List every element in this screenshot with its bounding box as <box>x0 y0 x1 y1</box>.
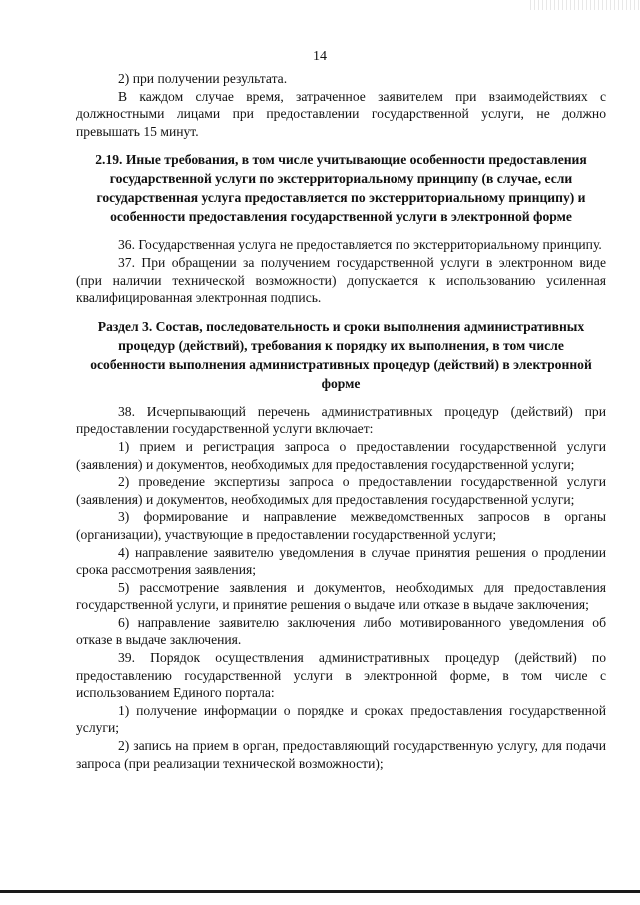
scan-artifact <box>530 0 640 10</box>
list-item: 3) формирование и направление межведомственных запросов в органы (организации), участвующие в предоставлении государственной услуги; <box>76 509 606 542</box>
list-item: 1) получение информации о порядке и сроках предоставления государственной услуги; <box>76 702 606 736</box>
list-item: 1) прием и регистрация запроса о предоставлении государственной услуги (заявления) и документов, необходимых для предоставления государственной услуги; <box>76 438 606 472</box>
spacer <box>76 226 606 236</box>
paragraph: В каждом случае время, затраченное заявителем при взаимодействиях с должностными лицами при предоставлении государственной услуги, не должно превышать 15 минут. <box>76 88 606 139</box>
list-item: 2) проведение экспертизы запроса о предоставлении государственной услуги (заявления) и документов, необходимых для предоставления государственной услуги; <box>76 474 606 507</box>
list-item: 2) запись на прием в орган, предоставляющий государственную услугу, для подачи запроса (при реализации технической возможности); <box>76 738 606 771</box>
paragraph: 36. Государственная услуга не предоставляется по экстерриториальному принципу. <box>118 237 602 253</box>
spacer <box>76 393 606 403</box>
page-number: 14 <box>313 49 327 64</box>
paragraph: 2) при получении результата. <box>118 71 288 86</box>
list-item: 6) направление заявителю заключения либо мотивированного уведомления об отказе в выдаче заключения. <box>76 614 606 648</box>
section-heading-3: Раздел 3. Состав, последовательность и сроки выполнения административных процедур (действий), требования к порядку их выполнения, в том числе особенности выполнения административных процедур (действий) в электронной форме <box>90 318 592 391</box>
spacer <box>76 307 606 317</box>
paragraph: 38. Исчерпывающий перечень административных процедур (действий) при предоставлении государственной услуги включает: <box>76 403 606 437</box>
list-item: 4) направление заявителю уведомления в случае принятия решения о продлении срока рассмотрения заявления; <box>76 544 606 578</box>
section-heading-2-19: 2.19. Иные требования, в том числе учитывающие особенности предоставления государственной услуги по экстерриториальному принципу (в случае, если государственная услуга предоставляется по экстерриториальному принципу) и особенности предоставления государственной услуги в электронной форме <box>95 152 587 225</box>
paragraph: 37. При обращении за получением государственной услуги в электронном виде (при наличии технической возможности) допускается к использованию усиленная квалифицированная электронная подпись. <box>76 254 606 306</box>
document-body <box>76 70 606 772</box>
spacer <box>76 140 606 150</box>
list-item: 5) рассмотрение заявления и документов, необходимых для предоставления государственной услуги, и принятие решения о выдаче или отказе в выдаче заключения; <box>76 579 606 613</box>
paragraph: 39. Порядок осуществления административных процедур (действий) по предоставлению государственной услуги в электронной форме, в том числе с использованием Единого портала: <box>76 650 606 701</box>
scan-bottom-edge <box>0 890 640 893</box>
